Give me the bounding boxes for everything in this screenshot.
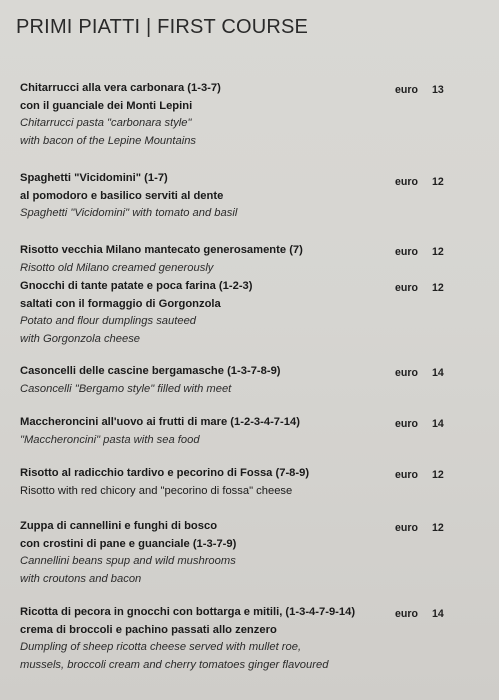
price (395, 469, 475, 481)
dish-name-line: Risotto al radicchio tardivo e pecorino di Fossa (7-8-9) (20, 467, 310, 479)
dish-description-line: Risotto with red chicory and "pecorino di fossa" cheese (20, 484, 293, 497)
dish-description-line: with croutons and bacon (20, 572, 142, 585)
price-value: 13 (432, 84, 444, 96)
price (395, 522, 475, 534)
price-value: 12 (432, 522, 444, 534)
currency-label: euro (395, 522, 418, 534)
currency-label: euro (395, 84, 418, 96)
dish-name-line: con il guanciale dei Monti Lepini (20, 99, 193, 112)
dish-description-line: Spaghetti "Vicidomini" with tomato and basil (20, 207, 238, 219)
price-value: 14 (432, 367, 444, 379)
dish-name-line: Chitarrucci alla vera carbonara (1-3-7) (20, 82, 221, 94)
dish-description-line: with Gorgonzola cheese (20, 332, 141, 345)
dish-name-line: Risotto vecchia Milano mantecato generosamente (7) (20, 244, 303, 256)
price-value: 12 (432, 176, 444, 188)
currency-label: euro (395, 608, 418, 620)
price-value: 14 (432, 608, 444, 620)
dish-description-line: Casoncelli "Bergamo style" filled with meet (20, 382, 232, 395)
price-value: 12 (432, 282, 444, 294)
dish-description-line: mussels, broccoli cream and cherry tomatoes ginger flavoured (20, 658, 329, 671)
price (395, 246, 475, 258)
price (395, 282, 475, 294)
dish-description-line: Cannellini beans spup and wild mushrooms (20, 555, 236, 567)
price-value: 12 (432, 246, 444, 258)
dish-name-line: Maccheroncini all'uovo ai frutti di mare (1-2-3-4-7-14) (20, 416, 300, 428)
price (395, 367, 475, 379)
dish-name-line: Zuppa di cannellini e funghi di bosco (20, 520, 218, 532)
dish-name-line: Spaghetti "Vicidomini" (1-7) (20, 172, 168, 184)
price-value: 14 (432, 418, 444, 430)
price-value: 12 (432, 469, 444, 481)
dish-description-line: Dumpling of sheep ricotta cheese served with mullet roe, (20, 641, 302, 653)
currency-label: euro (395, 282, 418, 294)
currency-label: euro (395, 418, 418, 430)
dish-name-line: saltati con il formaggio di Gorgonzola (20, 297, 221, 310)
dish-description-line: "Maccheroncini" pasta with sea food (20, 433, 200, 446)
dish-description-line: with bacon of the Lepine Mountains (20, 134, 197, 147)
price (395, 608, 475, 620)
dish-description-line: Risotto old Milano creamed generously (20, 261, 214, 274)
dish-name-line: con crostini di pane e guanciale (1-3-7-9) (20, 537, 237, 550)
currency-label: euro (395, 176, 418, 188)
dish-description-line: Chitarrucci pasta "carbonara style" (20, 117, 192, 129)
price (395, 418, 475, 430)
price (395, 176, 475, 188)
dish-description-line: Potato and flour dumplings sauteed (20, 315, 197, 327)
dish-name-line: Ricotta di pecora in gnocchi con bottarga e mitili, (1-3-4-7-9-14) (20, 606, 356, 618)
dish-name-line: Casoncelli delle cascine bergamasche (1-3-7-8-9) (20, 365, 281, 377)
dish-name-line: al pomodoro e basilico serviti al dente (20, 189, 224, 202)
price (395, 84, 475, 96)
dish-name-line: crema di broccoli e pachino passati allo zenzero (20, 623, 277, 636)
page-title: PRIMI PIATTI | FIRST COURSE (16, 16, 309, 38)
currency-label: euro (395, 469, 418, 481)
dish-name-line: Gnocchi di tante patate e poca farina (1-2-3) (20, 280, 253, 292)
currency-label: euro (395, 246, 418, 258)
currency-label: euro (395, 367, 418, 379)
